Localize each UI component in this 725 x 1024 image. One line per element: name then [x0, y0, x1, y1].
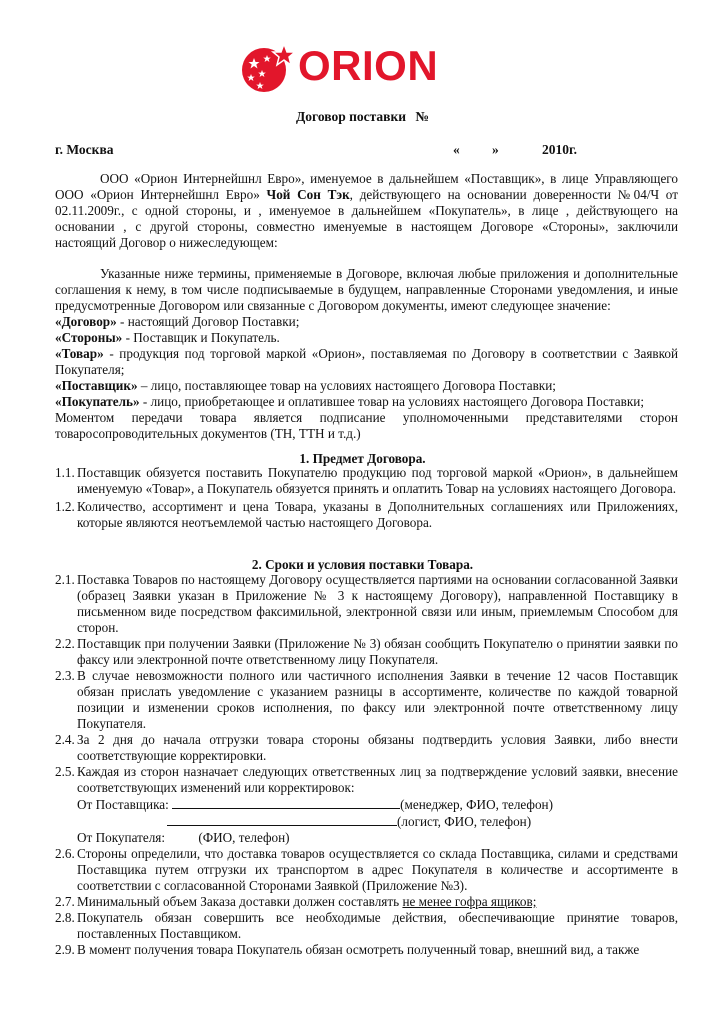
definition-term: «Товар» [55, 346, 104, 361]
clause-number: 2.1. [55, 572, 75, 587]
clause-number: 2.5. [55, 764, 75, 779]
clause-number: 2.9. [55, 942, 75, 957]
clause-text: В момент получения товара Покупатель обязан осмотреть полученный товар, внешний вид, а также [77, 942, 640, 957]
definition-term: «Покупатель» [55, 394, 140, 409]
preamble-paragraph [55, 171, 678, 251]
definition-item [55, 314, 678, 330]
definition-text: - продукция под торговой маркой «Орион», поставляемая по Договору в соответствии с Заявкой Покупателя; [55, 346, 678, 377]
clause-text: Покупатель обязан совершить все необходимые действия, обеспечивающие принятие товаров, поставленных Поставщиком. [77, 910, 678, 941]
definition-text: - лицо, приобретающее и оплатившее товар на условиях настоящего Договора Поставки; [139, 394, 644, 409]
buyer-label: От Покупателя: [77, 830, 166, 845]
clause-number: 1.2. [55, 499, 75, 514]
clause-2-5 [55, 764, 678, 796]
clause-number: 2.6. [55, 846, 75, 861]
city: г. Москва [55, 142, 114, 157]
supplier-logist-blank[interactable] [167, 813, 397, 826]
min-order-value: не менее гофра ящиков; [402, 894, 537, 909]
section-2-heading: 2. Сроки и условия поставки Товара. [251, 557, 474, 572]
supplier-manager-role: (менеджер, ФИО, телефон) [400, 797, 553, 812]
star-emblem-icon [240, 40, 296, 96]
definition-item [55, 346, 678, 378]
date-quote-close: » [492, 142, 499, 157]
supplier-contact-line-2 [55, 813, 678, 830]
definition-text: - настоящий Договор Поставки; [116, 314, 300, 329]
definition-term: «Стороны» [55, 330, 123, 345]
clause-text: В случае невозможности полного или частичного исполнения Заявки в течение 12 часов Поставщик обязан прислать уведомление с указанием разницы в ассортименте, количестве по каждой товарной позиции и изменении сроков исполнения, по факсу или электронной почте ответственному лицу Покупателя. [77, 668, 678, 731]
definition-term: «Договор» [55, 314, 117, 329]
document-title [0, 109, 725, 125]
supplier-logist-role: (логист, ФИО, телефон) [397, 814, 532, 829]
clause-number: 2.8. [55, 910, 75, 925]
preamble-text-1: ООО «Орион Интернейшнл Евро», именуемое в дальнейшем «Поставщик», в лице Управляющего ООО «Орион Интернейшнл Евро» [55, 171, 678, 202]
clause-2-7 [55, 894, 678, 910]
year: 2010г. [542, 142, 577, 157]
clause-2-3 [55, 668, 678, 732]
section-2-items [55, 572, 678, 958]
logo-wordmark: ORION [298, 42, 439, 89]
clause-2-1 [55, 572, 678, 636]
clause-2-2 [55, 636, 678, 668]
clause-1-1 [55, 465, 678, 497]
definitions-intro: Указанные ниже термины, применяемые в Договоре, включая любые приложения и дополнительные соглашения к нему, в том числе подписываемые в будущем, направленные Сторонами уведомления, и иные предусмотренные Договором или связанные с Договором документы, имеют следующее значение: [55, 266, 678, 313]
clause-text: За 2 дня до начала отгрузки товара стороны обязаны подтвердить условия Заявки, либо внести соответствующие корректировки. [77, 732, 678, 763]
date-quote-open: « [453, 142, 460, 157]
clause-number: 2.4. [55, 732, 75, 747]
clause-text: Поставщик обязуется поставить Покупателю продукцию под торговой маркой «Орион», в дальнейшем именуемую «Товар», а Покупатель обязуется принять и оплатить Товар на условиях настоящего Договора. [77, 465, 678, 496]
definition-item [55, 394, 678, 410]
clause-text: Поставка Товаров по настоящему Договору осуществляется партиями на основании согласованной Заявки (образец Заявки указан в Приложение № 3 к настоящему Договору), направленной Поставщику в письменном виде посредством факсимильной, электронной связи или иным, приемлемым Способом для сторон. [77, 572, 678, 635]
min-order-text: Минимальный объем Заказа доставки должен составлять [77, 894, 403, 909]
supplier-manager-blank[interactable] [172, 796, 400, 809]
clause-number: 2.7. [55, 894, 75, 909]
clause-2-8 [55, 910, 678, 942]
definition-term: «Поставщик» [55, 378, 138, 393]
definition-item [55, 378, 678, 394]
clause-number: 2.2. [55, 636, 75, 651]
clause-text: Количество, ассортимент и цена Товара, указаны в Дополнительных соглашениях или Приложениях, которые являются неотъемлемой частью настоящего Договора. [77, 499, 678, 530]
buyer-role: (ФИО, телефон) [198, 830, 290, 845]
representative-name: Чой Сон Тэк [266, 187, 350, 202]
transfer-moment: Моментом передачи товара является подписание уполномоченными представителями сторон товаросопроводительных документов (ТН, ТТН и т.д.) [55, 410, 678, 441]
orion-logo [240, 40, 460, 96]
clause-number: 2.3. [55, 668, 75, 683]
definitions-block [55, 266, 678, 442]
definition-text: – лицо, поставляющее товар на условиях настоящего Договора Поставки; [137, 378, 556, 393]
supplier-label: От Поставщика: [77, 797, 169, 812]
clause-2-9 [55, 942, 678, 958]
number-sign: № [415, 109, 429, 124]
city-date-line [55, 142, 610, 160]
definition-text: - Поставщик и Покупатель. [122, 330, 280, 345]
buyer-contact-line [55, 830, 678, 846]
definition-item [55, 330, 678, 346]
section-1-items [55, 465, 678, 531]
clause-1-2 [55, 499, 678, 531]
clause-text [77, 894, 678, 910]
clause-2-6 [55, 846, 678, 894]
title-text: Договор поставки [296, 109, 407, 124]
clause-text: Поставщик при получении Заявки (Приложение № 3) обязан сообщить Покупателю о принятии заявки по факсу или электронной почте ответственному лицу Покупателя. [77, 636, 678, 667]
clause-text: Стороны определили, что доставка товаров осуществляется со склада Поставщика, силами и средствами Поставщика путем отгрузки их транспортом в адрес Покупателя в количестве и ассортименте в соответствии с согласованной Сторонами Заявкой (Приложение №3). [77, 846, 678, 893]
clause-text: Каждая из сторон назначает следующих ответственных лиц за подтверждение условий заявки, внесение соответствующих изменений или корректировок: [77, 764, 678, 795]
section-1-heading: 1. Предмет Договора. [299, 451, 426, 466]
clause-number: 1.1. [55, 465, 75, 480]
supplier-contact-line-1 [55, 796, 678, 813]
clause-2-4 [55, 732, 678, 764]
preamble-text-2: , действующего на основании доверенности №04/Ч от 02.11.2009г., с одной стороны, и , именуемое в дальнейшем «Покупатель», в лице , действующего на основании , с другой стороны, совместно именуемые в настоящем Договоре «Стороны», заключили настоящий Договор о нижеследующем: [55, 187, 678, 250]
